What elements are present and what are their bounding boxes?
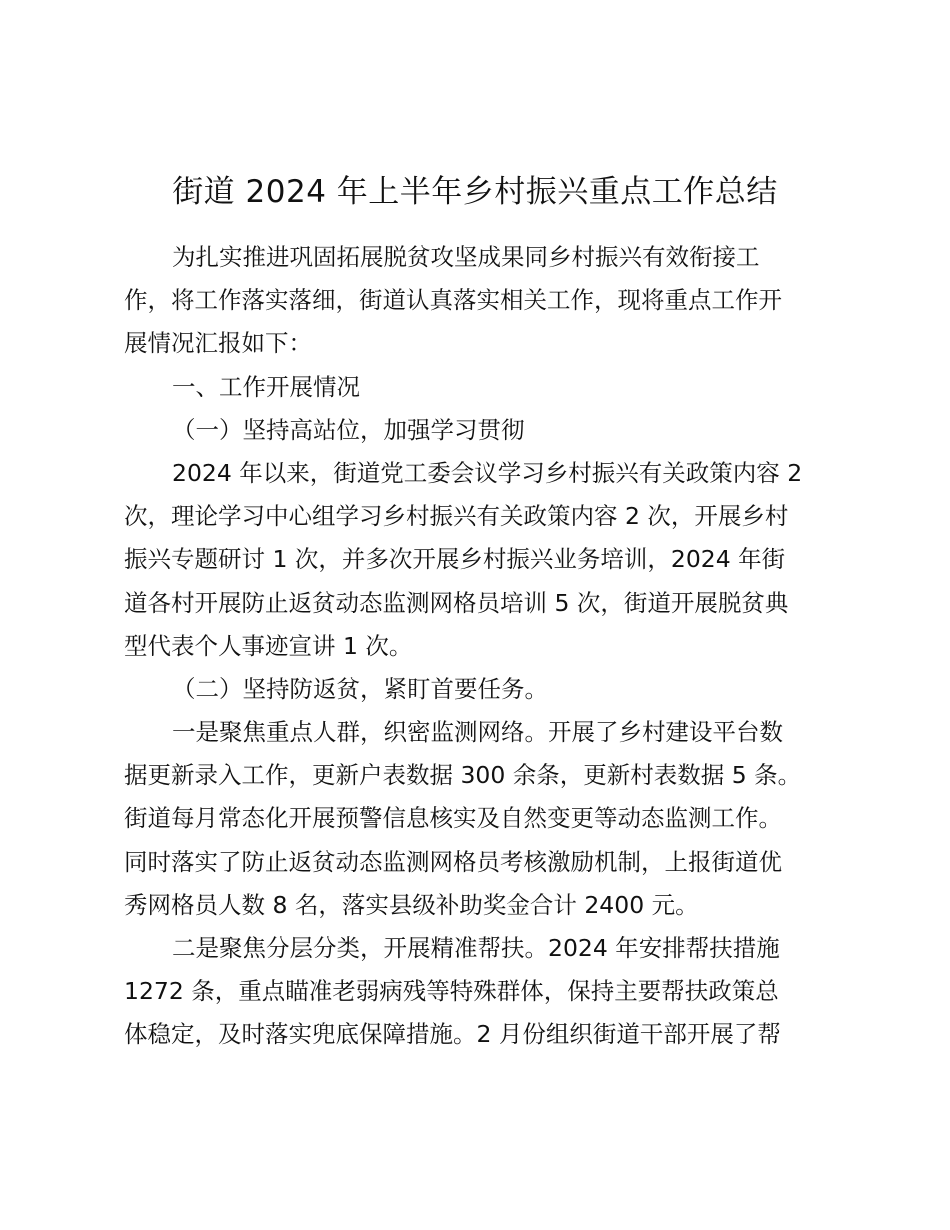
document-body <box>124 236 828 1057</box>
paragraph-monitoring-line-2: 据更新录入工作，更新户表数据 300 余条，更新村表数据 5 条。 <box>124 761 802 790</box>
paragraph-study-line-2: 次，理论学习中心组学习乡村振兴有关政策内容 2 次，开展乡村 <box>124 502 789 531</box>
paragraph-study-line-5: 型代表个人事迹宣讲 1 次。 <box>124 631 413 660</box>
paragraph-assistance-line-1: 二是聚焦分层分类，开展精准帮扶。2024 年安排帮扶措施 <box>172 934 780 962</box>
paragraph-monitoring-line-1: 一是聚焦重点人群，织密监测网络。开展了乡村建设平台数 <box>172 718 783 747</box>
document-title: 街道 2024 年上半年乡村振兴重点工作总结 <box>172 174 778 210</box>
paragraph-monitoring-line-4: 同时落实了防止返贫动态监测网格员考核激励机制，上报街道优 <box>124 847 782 876</box>
paragraph-monitoring-line-5: 秀网格员人数 8 名，落实县级补助奖金合计 2400 元。 <box>124 890 699 919</box>
paragraph-intro-line-1: 为扎实推进巩固拓展脱贫攻坚成果同乡村振兴有效衔接工 <box>172 243 760 271</box>
paragraph-study-line-3: 振兴专题研讨 1 次，并多次开展乡村振兴业务培训，2024 年街 <box>124 545 786 574</box>
paragraph-monitoring-line-3: 街道每月常态化开展预警信息核实及自然变更等动态监测工作。 <box>124 804 782 833</box>
paragraph-assistance-line-2: 1272 条，重点瞄准老弱病残等特殊群体，保持主要帮扶政策总 <box>124 977 779 1006</box>
subsection-heading-1: （一）坚持高站位，加强学习贯彻 <box>172 415 525 444</box>
paragraph-intro-line-3: 展情况汇报如下： <box>124 329 312 358</box>
subsection-heading-2: （二）坚持防返贫，紧盯首要任务。 <box>172 674 548 703</box>
paragraph-assistance-line-3: 体稳定，及时落实兜底保障措施。2 月份组织街道干部开展了帮 <box>124 1020 781 1049</box>
section-heading: 一、工作开展情况 <box>172 372 360 401</box>
paragraph-study-line-4: 道各村开展防止返贫动态监测网格员培训 5 次，街道开展脱贫典 <box>124 588 789 617</box>
paragraph-study-line-1: 2024 年以来，街道党工委会议学习乡村振兴有关政策内容 2 <box>172 458 803 487</box>
paragraph-intro-line-2: 作，将工作落实落细，街道认真落实相关工作，现将重点工作开 <box>124 286 782 315</box>
